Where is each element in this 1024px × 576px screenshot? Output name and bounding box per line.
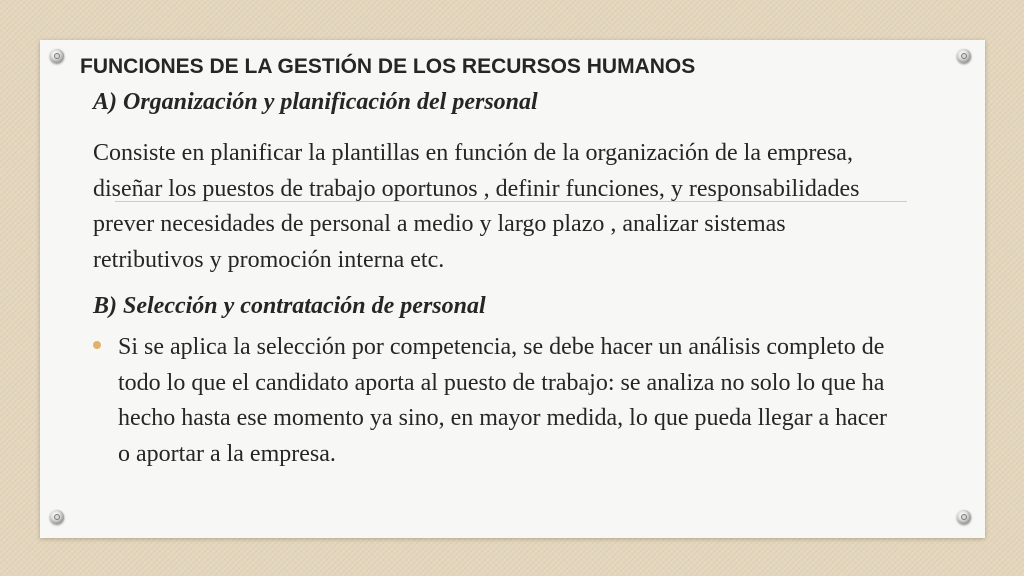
slide-title: FUNCIONES DE LA GESTIÓN DE LOS RECURSOS HUMANOS [80,55,696,78]
pin-icon [50,510,64,524]
pin-icon [957,49,971,63]
bullet-icon [93,341,101,349]
slide-body [93,84,893,472]
pin-icon [957,510,971,524]
section-a-heading: A) Organización y planificación del personal [93,89,538,115]
section-b-heading: B) Selección y contratación de personal [93,293,486,319]
bullet-item [93,330,893,472]
pin-icon [50,49,64,63]
section-a-paragraph: Consiste en planificar la plantillas en función de la organización de la empresa, diseñar los puestos de trabajo oportunos , definir funciones, y responsabilidades prever necesidades de personal a medio y largo plazo , analizar sistemas retributivos y promoción interna etc. [93,140,860,273]
bullet-text: Si se aplica la selección por competencia, se debe hacer un análisis completo de todo lo que el candidato aporta al puesto de trabajo: se analiza no solo lo que ha hecho hasta ese momento ya sino, en mayor medida, lo que pueda llegar a hacer o aportar a la empresa. [118,334,888,467]
